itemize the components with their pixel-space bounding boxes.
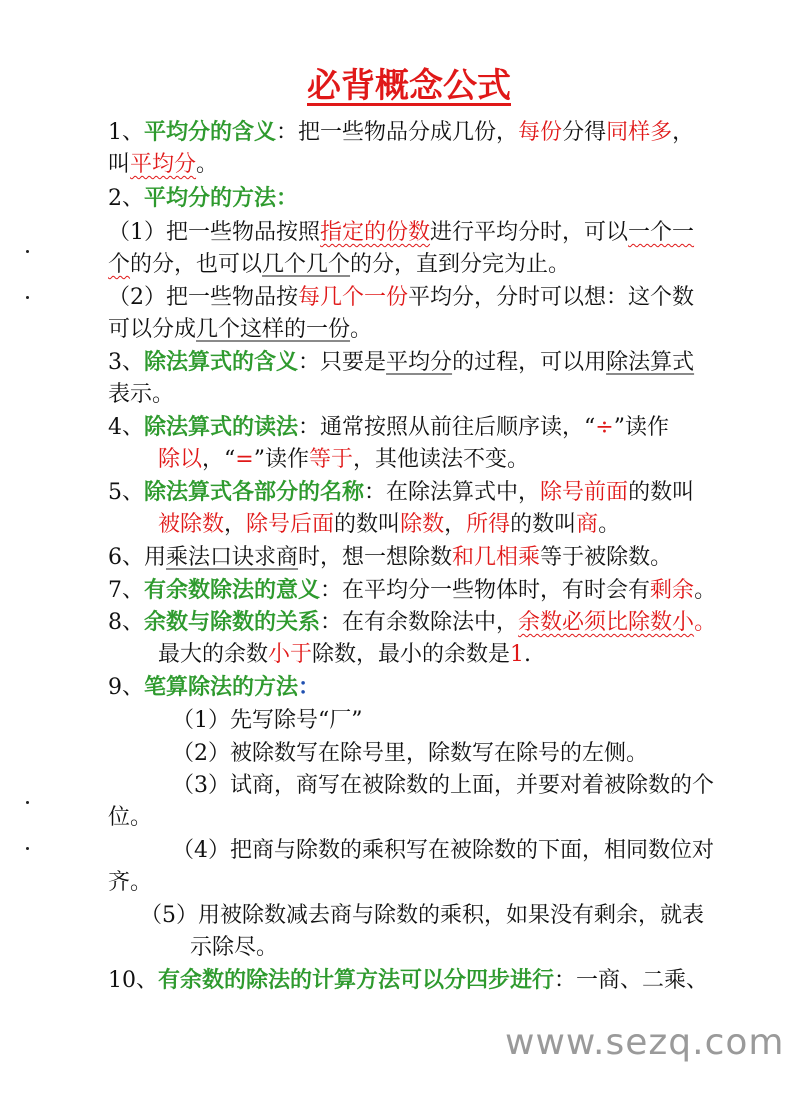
item-1-line-1: 1、平均分的含义：把一些物品分成几份，每份分得同样多， bbox=[108, 120, 695, 145]
item-9-step-4-line-2: 齐。 bbox=[108, 870, 153, 895]
item-10-heading: 有余数的除法的计算方法可以分四步进行 bbox=[158, 968, 555, 993]
item-4-heading: 除法算式的读法 bbox=[144, 415, 299, 440]
item-9-heading: 笔算除法的方法 bbox=[144, 675, 299, 700]
item-3-line-1: 3、除法算式的含义：只要是平均分的过程，可以用除法算式 bbox=[108, 350, 695, 375]
item-4-line-2: 除以，“=”读作等于，其他读法不变。 bbox=[158, 447, 529, 472]
item-4-line-1: 4、除法算式的读法：通常按照从前往后顺序读，“÷”读作 bbox=[108, 415, 669, 440]
item-2-part-2-line-2: 可以分成几个这样的一份。 bbox=[108, 317, 373, 342]
item-2-part-2-line-1: （2）把一些物品按每几个一份平均分，分时可以想：这个数 bbox=[108, 285, 695, 310]
page-title: 必背概念公式 bbox=[307, 66, 511, 106]
item-9-step-3-line-2: 位。 bbox=[108, 805, 153, 830]
scan-speck bbox=[26, 250, 29, 253]
item-9-step-2: （2）被除数写在除号里，除数写在除号的左侧。 bbox=[172, 741, 648, 766]
scan-speck bbox=[26, 847, 29, 850]
item-8-line-2: 最大的余数小于除数，最小的余数是1. bbox=[158, 642, 532, 667]
item-2-part-1-line-2: 个的分，也可以几个几个的分，直到分完为止。 bbox=[108, 252, 571, 277]
item-9-step-5-line-1: （5）用被除数减去商与除数的乘积，如果没有剩余，就表 bbox=[140, 903, 704, 928]
item-1-line-2: 叫平均分。 bbox=[108, 152, 219, 177]
item-1-heading: 平均分的含义 bbox=[144, 120, 277, 145]
item-5-line-1: 5、除法算式各部分的名称：在除法算式中，除号前面的数叫 bbox=[108, 480, 695, 505]
item-7-line-1: 7、有余数除法的意义：在平均分一些物体时，有时会有剩余。 bbox=[108, 578, 717, 603]
item-9-step-1: （1）先写除号“厂” bbox=[172, 708, 363, 733]
item-9-step-5-line-2: 示除尽。 bbox=[190, 935, 279, 960]
watermark: www.sezq.com bbox=[505, 1022, 785, 1063]
item-2-part-1-line-1: （1）把一些物品按照指定的份数进行平均分时，可以一个一 bbox=[108, 220, 695, 245]
item-5-heading: 除法算式各部分的名称 bbox=[144, 480, 365, 505]
item-5-line-2: 被除数，除号后面的数叫除数，所得的数叫商。 bbox=[158, 512, 621, 537]
item-9-step-3-line-1: （3）试商，商写在被除数的上面，并要对着被除数的个 bbox=[172, 773, 714, 798]
item-9-step-4-line-1: （4）把商与除数的乘积写在被除数的下面，相同数位对 bbox=[172, 838, 714, 863]
item-9-line-1: 9、笔算除法的方法： bbox=[108, 675, 321, 700]
item-10-line-1: 10、有余数的除法的计算方法可以分四步进行：一商、二乘、 bbox=[108, 968, 709, 993]
scan-speck bbox=[26, 801, 29, 804]
item-2-line-1: 2、平均分的方法： bbox=[108, 186, 299, 211]
item-8-heading: 余数与除数的关系 bbox=[144, 610, 321, 635]
item-7-heading: 有余数除法的意义 bbox=[144, 578, 321, 603]
item-3-heading: 除法算式的含义 bbox=[144, 350, 299, 375]
item-6-line-1: 6、用乘法口诀求商时，想一想除数和几相乘等于被除数。 bbox=[108, 545, 673, 570]
scan-speck bbox=[26, 296, 29, 299]
item-2-heading: 平均分的方法 bbox=[144, 186, 277, 211]
item-8-line-1: 8、余数与除数的关系：在有余数除法中，余数必须比除数小。 bbox=[108, 610, 717, 635]
item-3-line-2: 表示。 bbox=[108, 382, 175, 407]
